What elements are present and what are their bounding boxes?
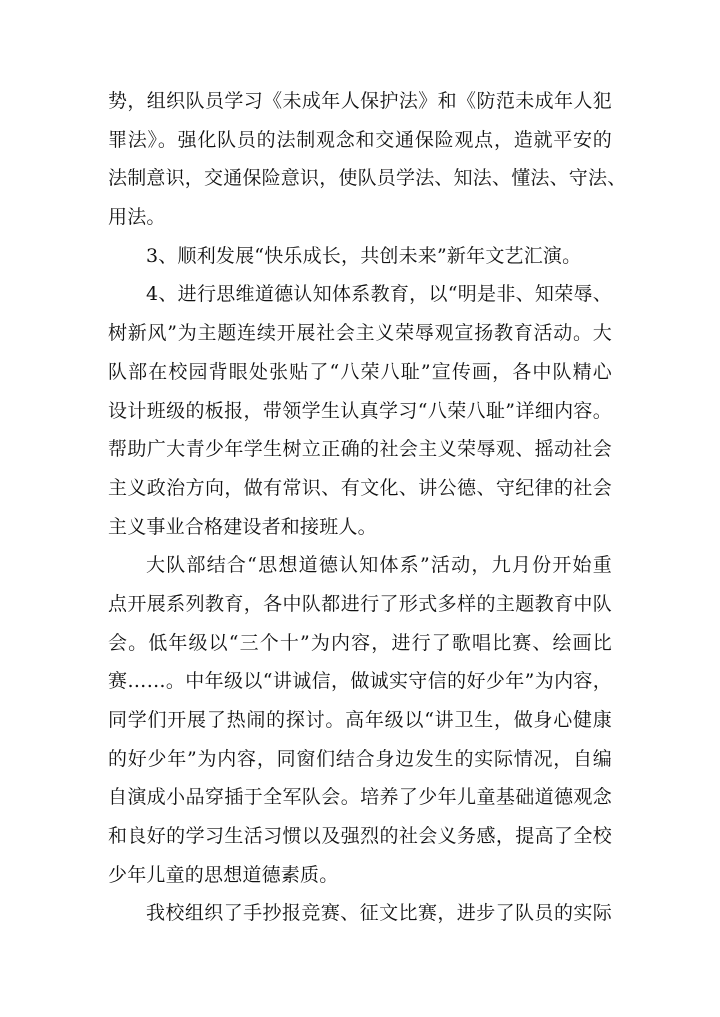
text-line: 同学们开展了热闹的探讨。高年级以“讲卫生，做身心健康 bbox=[108, 709, 612, 731]
text-line: 3、顺利发展“快乐成长，共创未来”新年文艺汇演。 bbox=[146, 244, 582, 267]
text-line: 会。低年级以“三个十”为内容，进行了歌唱比赛、绘画比 bbox=[108, 631, 612, 654]
text-line: 主义事业合格建设者和接班人。 bbox=[108, 515, 377, 538]
text-line: 我校组织了手抄报竞赛、征文比赛，进步了队员的实际 bbox=[146, 902, 612, 925]
text-line: 用法。 bbox=[108, 206, 166, 229]
text-line: 主义政治方向，做有常识、有文化、讲公德、守纪律的社会 bbox=[108, 476, 612, 499]
text-line: 罪法》。强化队员的法制观念和交通保险观点，造就平安的 bbox=[108, 128, 612, 151]
document-page bbox=[108, 82, 627, 933]
text-line: 势，组织队员学习《未成年人保护法》和《防范未成年人犯 bbox=[108, 90, 612, 112]
text-line: 队部在校园背眼处张贴了“八荣八耻”宣传画，各中队精心 bbox=[108, 360, 612, 383]
text-line: 的好少年”为内容，同窗们结合身边发生的实际情况，自编 bbox=[108, 747, 612, 770]
text-line: 赛……。中年级以“讲诚信，做诚实守信的好少年”为内容， bbox=[108, 670, 612, 693]
text-line: 树新风”为主题连续开展社会主义荣辱观宣扬教育活动。大 bbox=[108, 322, 612, 345]
text-line: 少年儿童的思想道德素质。 bbox=[108, 863, 339, 886]
text-line: 帮助广大青少年学生树立正确的社会主义荣辱观、摇动社会 bbox=[108, 438, 612, 461]
text-line: 点开展系列教育，各中队都进行了形式多样的主题教育中队 bbox=[108, 592, 612, 615]
text-line: 设计班级的板报，带领学生认真学习“八荣八耻”详细内容。 bbox=[108, 399, 612, 422]
text-line: 和良好的学习生活习惯以及强烈的社会义务感，提高了全校 bbox=[108, 825, 612, 848]
text-line: 4、进行思维道德认知体系教育，以“明是非、知荣辱、 bbox=[146, 283, 612, 306]
text-line: 自演成小品穿插于全军队会。培养了少年儿童基础道德观念 bbox=[108, 786, 612, 809]
text-line: 法制意识，交通保险意识，使队员学法、知法、懂法、守法、 bbox=[108, 167, 627, 190]
text-line: 大队部结合“思想道德认知体系”活动，九月份开始重 bbox=[146, 554, 612, 577]
